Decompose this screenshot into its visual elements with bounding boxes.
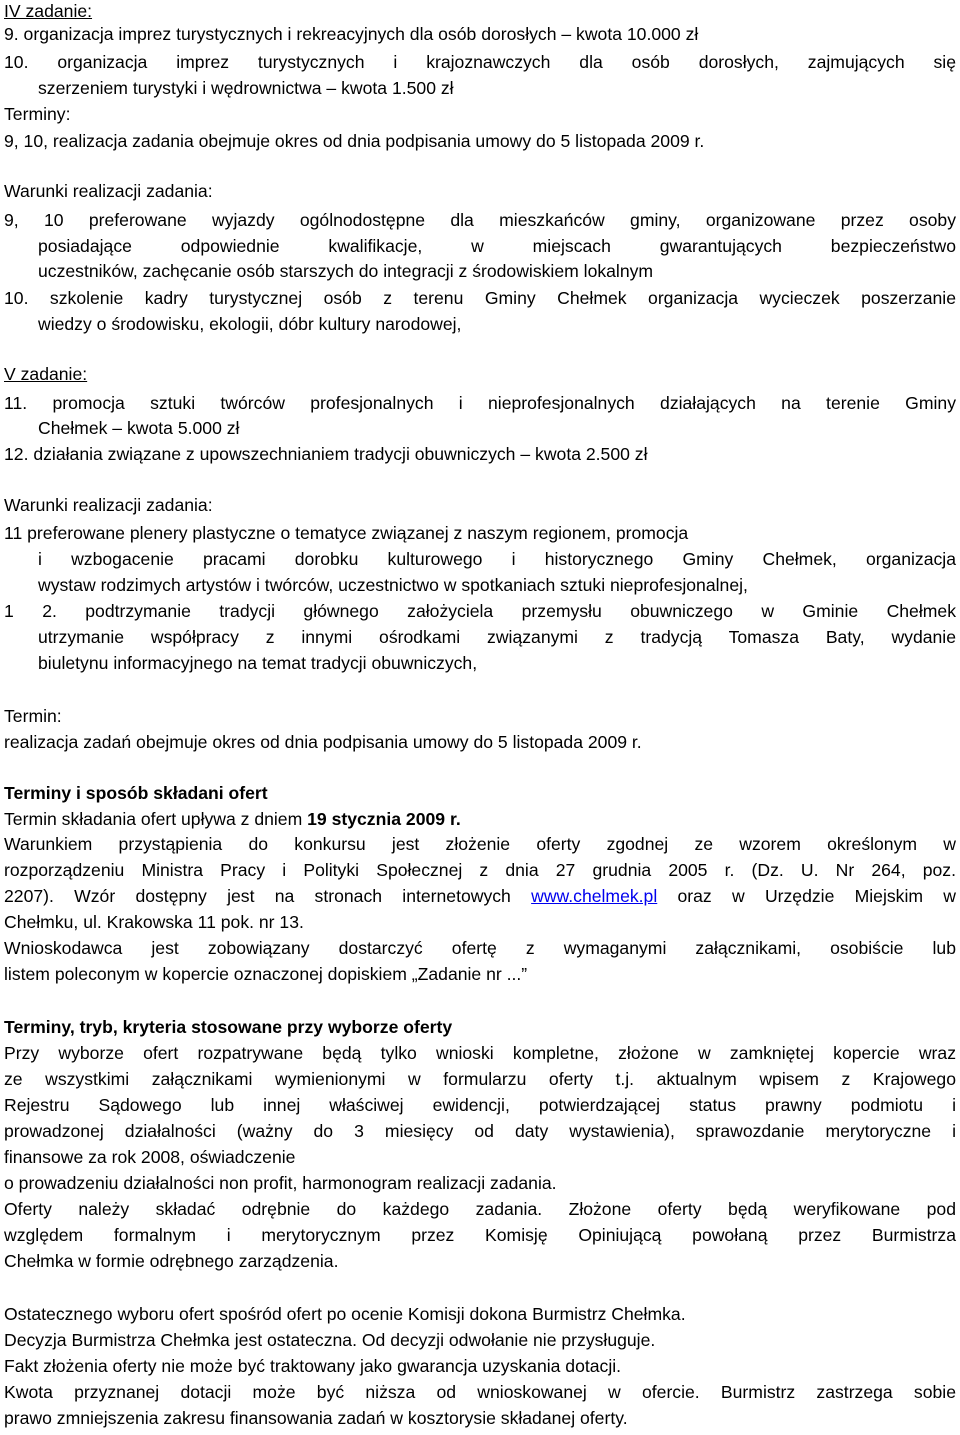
criteria-p2-line-3: Chełmka w formie odrębnego zarządzenia.	[4, 1251, 339, 1271]
section-4-conditions-line-4: 10. szkolenie kadry turystycznej osób z terenu Gminy Chełmek organizacja wycieczek poszerzanie	[4, 288, 956, 308]
offers-p1-line-3-prefix: 2207). Wzór dostępny jest na stronach internetowych	[4, 886, 532, 906]
offers-p2-line-2: listem poleconym w kopercie oznaczonej dopiskiem „Zadanie nr ...”	[4, 964, 528, 984]
offers-p1-line-3-suffix: oraz w Urzędzie Miejskim w	[657, 886, 956, 906]
offers-deadline-prefix: Termin składania ofert upływa z dniem	[4, 809, 308, 829]
task-12-conditions-line-3: biuletynu informacyjnego na temat tradycji obuwniczych,	[38, 653, 478, 673]
task-11-conditions-line-3: wystaw rodzimych artystów i twórców, uczestnictwo w spotkaniach sztuki nieprofesjonalnej,	[38, 575, 748, 595]
offers-deadline	[4, 808, 956, 830]
criteria-p1-line-4: prowadzonej działalności (ważny do 3 miesięcy od daty wystawienia), sprawozdanie merytoryczne i	[4, 1121, 956, 1141]
task-11-line-1: 11. promocja sztuki twórców profesjonalnych i nieprofesjonalnych działających na terenie Gminy	[4, 393, 956, 413]
section-5-title: V zadanie:	[4, 364, 88, 384]
criteria-p5: Fakt złożenia oferty nie może być traktowany jako gwarancja uzyskania dotacji.	[4, 1356, 622, 1376]
task-10-line-1: 10. organizacja imprez turystycznych i krajoznawczych dla osób dorosłych, zajmujących się	[4, 52, 956, 72]
section-4-terms-label: Terminy:	[4, 104, 71, 124]
section-4-conditions-line-1: 9, 10 preferowane wyjazdy ogólnodostępne dla mieszkańców gminy, organizowane przez osoby	[4, 210, 956, 230]
task-11-conditions-line-2: i wzbogacenie pracami dorobku kulturowego i historycznego Gminy Chełmek, organizacja	[38, 549, 956, 569]
criteria-p1-line-6: o prowadzeniu działalności non profit, harmonogram realizacji zadania.	[4, 1173, 557, 1193]
section-5-term-text: realizacja zadań obejmuje okres od dnia podpisania umowy do 5 listopada 2009 r.	[4, 732, 642, 752]
task-11-line-2: Chełmek – kwota 5.000 zł	[38, 418, 240, 438]
criteria-p2-line-2: względem formalnym i merytorycznym przez Komisję Opiniującą powołaną przez Burmistrza	[4, 1225, 956, 1245]
criteria-p1-line-1: Przy wyborze ofert rozpatrywane będą tylko wnioski kompletne, złożone w zamkniętej kopercie wraz	[4, 1043, 956, 1063]
section-4-conditions-label: Warunki realizacji zadania:	[4, 181, 213, 201]
criteria-p4: Decyzja Burmistrza Chełmka jest ostateczna. Od decyzji odwołanie nie przysługuje.	[4, 1330, 656, 1350]
task-11-conditions-line-1: 11 preferowane plenery plastyczne o tematyce związanej z naszym regionem, promocja	[4, 523, 689, 543]
offers-p1-line-4: Chełmku, ul. Krakowska 11 pok. nr 13.	[4, 912, 304, 932]
section-5-conditions-label: Warunki realizacji zadania:	[4, 495, 213, 515]
task-10-line-2: szerzeniem turystyki i wędrownictwa – kwota 1.500 zł	[38, 78, 454, 98]
section-4-title: IV zadanie:	[4, 1, 93, 21]
section-4-conditions-line-5: wiedzy o środowisku, ekologii, dóbr kultury narodowej,	[38, 314, 462, 334]
section-4-terms-text: 9, 10, realizacja zadania obejmuje okres od dnia podpisania umowy do 5 listopada 2009 r.	[4, 131, 705, 151]
task-9: 9. organizacja imprez turystycznych i rekreacyjnych dla osób dorosłych – kwota 10.000 zł	[4, 24, 699, 44]
offers-heading: Terminy i sposób składani ofert	[4, 783, 268, 803]
task-12-conditions-line-1: 1 2. podtrzymanie tradycji głównego założyciela przemysłu obuwniczego w Gminie Chełmek	[4, 601, 956, 621]
offers-p2-line-1: Wnioskodawca jest zobowiązany dostarczyć ofertę z wymaganymi załącznikami, osobiście lub	[4, 938, 956, 958]
criteria-p3: Ostatecznego wyboru ofert spośród ofert po ocenie Komisji dokona Burmistrz Chełmka.	[4, 1304, 686, 1324]
section-4-conditions-line-3: uczestników, zachęcanie osób starszych do integracji z środowiskiem lokalnym	[38, 261, 654, 281]
criteria-p6-line-1: Kwota przyznanej dotacji może być niższa od wnioskowanej w ofercie. Burmistrz zastrzega sobie	[4, 1382, 956, 1402]
criteria-heading: Terminy, tryb, kryteria stosowane przy wyborze oferty	[4, 1017, 453, 1037]
section-4-conditions-line-2: posiadające odpowiednie kwalifikacje, w miejscach gwarantujących bezpieczeństwo	[38, 236, 956, 256]
offers-deadline-date: 19 stycznia 2009 r.	[307, 809, 461, 829]
offers-p1-line-3	[4, 885, 956, 907]
criteria-p1-line-3: Rejestru Sądowego lub innej właściwej ewidencji, potwierdzającej status prawny podmiotu i	[4, 1095, 956, 1115]
task-12: 12. działania związane z upowszechnianiem tradycji obuwniczych – kwota 2.500 zł	[4, 444, 648, 464]
offers-p1-line-1: Warunkiem przystąpienia do konkursu jest złożenie oferty zgodnej ze wzorem określonym w	[4, 834, 956, 854]
criteria-p2-line-1: Oferty należy składać odrębnie do każdego zadania. Złożone oferty będą weryfikowane pod	[4, 1199, 956, 1219]
chelmek-website-link[interactable]: www.chelmek.pl	[531, 886, 658, 906]
offers-p1-line-2: rozporządzeniu Ministra Pracy i Polityki Społecznej z dnia 27 grudnia 2005 r. (Dz. U. Nr 264, poz.	[4, 860, 956, 880]
criteria-p1-line-2: ze wszystkimi załącznikami wymienionymi w formularzu oferty t.j. aktualnym wpisem z Krajowego	[4, 1069, 956, 1089]
section-5-term-label: Termin:	[4, 706, 62, 726]
criteria-p1-line-5: finansowe za rok 2008, oświadczenie	[4, 1147, 296, 1167]
criteria-p6-line-2: prawo zmniejszenia zakresu finansowania zadań w kosztorysie składanej oferty.	[4, 1408, 628, 1428]
task-12-conditions-line-2: utrzymanie współpracy z innymi ośrodkami związanymi z tradycją Tomasza Baty, wydanie	[38, 627, 956, 647]
